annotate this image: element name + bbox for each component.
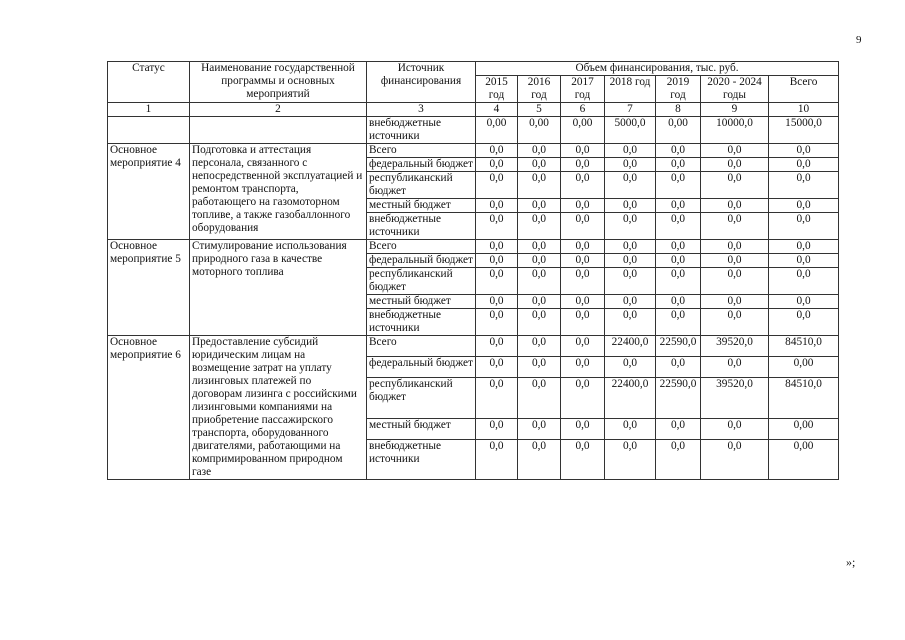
value-cell: 0,0 [476,309,518,336]
value-cell: 0,0 [476,418,518,439]
value-cell: 22590,0 [656,378,701,419]
status-cell: Основное мероприятие 6 [108,336,190,480]
value-cell: 0,0 [701,172,769,199]
col-number: 2 [190,103,367,117]
value-cell: 0,0 [769,199,839,213]
value-cell: 0,0 [518,144,561,158]
value-cell: 0,0 [656,439,701,480]
value-cell: 0,0 [701,295,769,309]
value-cell: 0,0 [561,213,605,240]
col-number: 9 [701,103,769,117]
value-cell: 0,0 [518,240,561,254]
value-cell: 0,0 [561,309,605,336]
closing-quote: »; [846,555,856,569]
value-cell: 0,0 [769,144,839,158]
value-cell: 0,0 [476,158,518,172]
value-cell: 22400,0 [605,336,656,357]
value-cell: 0,00 [656,117,701,144]
header-volume: Объем финансирования, тыс. руб. [476,62,839,76]
value-cell: 0,0 [605,199,656,213]
value-cell: 0,0 [605,144,656,158]
value-cell: 0,0 [561,378,605,419]
value-cell: 22590,0 [656,336,701,357]
value-cell: 0,00 [476,117,518,144]
source-cell: местный бюджет [367,199,476,213]
value-cell: 0,0 [476,378,518,419]
source-cell: федеральный бюджет [367,254,476,268]
value-cell: 0,0 [561,336,605,357]
name-cell [190,117,367,144]
value-cell: 84510,0 [769,336,839,357]
value-cell: 0,0 [769,172,839,199]
value-cell: 0,0 [476,336,518,357]
value-cell: 0,0 [656,199,701,213]
value-cell: 0,0 [476,172,518,199]
value-cell: 0,0 [605,268,656,295]
name-cell: Подготовка и аттестация персонала, связанного с непосредственной эксплуатацией и ремонтом транспорта, работающего на газомоторном топливе, а также газобаллонного оборудования [190,144,367,240]
value-cell: 22400,0 [605,378,656,419]
name-cell: Предоставление субсидий юридическим лицам на возмещение затрат на уплату лизинговых платежей по договорам лизинга с российскими лизинговыми компаниями на приобретение пассажирского транспорта, оборудованного двигателями, работающими на компримированном природном газе [190,336,367,480]
value-cell: 0,0 [518,213,561,240]
source-cell: местный бюджет [367,295,476,309]
value-cell: 0,0 [476,213,518,240]
status-cell: Основное мероприятие 4 [108,144,190,240]
value-cell: 0,0 [769,254,839,268]
value-cell: 39520,0 [701,378,769,419]
col-number: 6 [561,103,605,117]
table-row [108,144,839,158]
value-cell: 0,0 [476,144,518,158]
table-row [108,336,839,357]
value-cell: 0,0 [605,439,656,480]
value-cell: 0,0 [561,295,605,309]
value-cell: 0,0 [605,158,656,172]
value-cell: 0,0 [518,357,561,378]
value-cell: 0,0 [518,268,561,295]
table-body [108,117,839,480]
value-cell: 0,0 [476,254,518,268]
value-cell: 0,0 [518,378,561,419]
value-cell: 0,0 [656,295,701,309]
value-cell: 0,0 [518,336,561,357]
value-cell: 0,0 [656,254,701,268]
value-cell: 39520,0 [701,336,769,357]
value-cell: 0,0 [605,309,656,336]
value-cell: 0,0 [701,240,769,254]
value-cell: 0,0 [701,254,769,268]
value-cell: 0,0 [605,418,656,439]
header-source: Источник финансирования [367,62,476,103]
col-number: 5 [518,103,561,117]
value-cell: 0,0 [701,213,769,240]
col-number: 7 [605,103,656,117]
col-number: 8 [656,103,701,117]
source-cell: Всего [367,144,476,158]
value-cell: 0,0 [561,172,605,199]
financing-table [107,61,839,480]
header-name: Наименование государственной программы и основных мероприятий [190,62,367,103]
value-cell: 0,00 [769,439,839,480]
value-cell: 0,0 [476,240,518,254]
table-row [108,240,839,254]
value-cell: 0,0 [701,158,769,172]
value-cell: 0,0 [605,172,656,199]
value-cell: 0,0 [518,295,561,309]
value-cell: 0,0 [701,418,769,439]
value-cell: 0,0 [656,158,701,172]
value-cell: 0,0 [701,199,769,213]
value-cell: 0,0 [518,172,561,199]
value-cell: 0,0 [701,144,769,158]
source-cell: федеральный бюджет [367,158,476,172]
page-number: 9 [856,34,862,46]
source-cell: Всего [367,240,476,254]
source-cell: республиканский бюджет [367,268,476,295]
value-cell: 0,0 [769,295,839,309]
header-year-2020-2024: 2020 - 2024 годы [701,76,769,103]
name-cell: Стимулирование использования природного газа в качестве моторного топлива [190,240,367,336]
value-cell: 0,0 [561,240,605,254]
source-cell: внебюджетные источники [367,117,476,144]
value-cell: 0,0 [769,213,839,240]
col-number: 1 [108,103,190,117]
value-cell: 0,0 [656,268,701,295]
value-cell: 0,0 [518,199,561,213]
value-cell: 0,0 [605,357,656,378]
value-cell: 0,0 [561,418,605,439]
col-number: 10 [769,103,839,117]
value-cell: 0,0 [701,439,769,480]
value-cell: 0,0 [605,254,656,268]
value-cell: 0,00 [561,117,605,144]
value-cell: 0,0 [701,357,769,378]
value-cell: 0,0 [605,240,656,254]
source-cell: внебюджетные источники [367,213,476,240]
value-cell: 0,0 [518,418,561,439]
value-cell: 0,0 [476,295,518,309]
value-cell: 0,00 [769,357,839,378]
value-cell: 10000,0 [701,117,769,144]
source-cell: республиканский бюджет [367,378,476,419]
value-cell: 84510,0 [769,378,839,419]
header-year-2019: 2019 год [656,76,701,103]
value-cell: 0,0 [605,295,656,309]
value-cell: 0,0 [518,254,561,268]
value-cell: 0,0 [476,439,518,480]
column-number-row [108,103,839,117]
value-cell: 0,0 [769,309,839,336]
source-cell: федеральный бюджет [367,357,476,378]
status-cell: Основное мероприятие 5 [108,240,190,336]
source-cell: местный бюджет [367,418,476,439]
value-cell: 0,0 [656,309,701,336]
col-number: 4 [476,103,518,117]
value-cell: 0,0 [656,240,701,254]
header-year-2015: 2015 год [476,76,518,103]
value-cell: 0,0 [769,240,839,254]
value-cell: 0,0 [476,357,518,378]
header-year-2016: 2016 год [518,76,561,103]
value-cell: 0,0 [561,158,605,172]
value-cell: 0,0 [476,268,518,295]
source-cell: Всего [367,336,476,357]
table-row [108,117,839,144]
source-cell: внебюджетные источники [367,309,476,336]
value-cell: 0,0 [561,144,605,158]
value-cell: 0,0 [605,213,656,240]
header-status: Статус [108,62,190,103]
value-cell: 0,0 [769,268,839,295]
col-number: 3 [367,103,476,117]
value-cell: 0,0 [476,199,518,213]
status-cell [108,117,190,144]
value-cell: 0,0 [561,357,605,378]
value-cell: 0,0 [656,172,701,199]
header-year-2018: 2018 год [605,76,656,103]
value-cell: 0,0 [518,439,561,480]
value-cell: 0,0 [656,144,701,158]
value-cell: 0,0 [701,309,769,336]
value-cell: 0,0 [656,418,701,439]
value-cell: 0,0 [701,268,769,295]
header-total: Всего [769,76,839,103]
source-cell: республиканский бюджет [367,172,476,199]
value-cell: 0,0 [656,213,701,240]
value-cell: 5000,0 [605,117,656,144]
source-cell: внебюджетные источники [367,439,476,480]
value-cell: 15000,0 [769,117,839,144]
value-cell: 0,00 [769,418,839,439]
value-cell: 0,0 [561,199,605,213]
value-cell: 0,0 [561,268,605,295]
value-cell: 0,0 [769,158,839,172]
value-cell: 0,0 [561,439,605,480]
value-cell: 0,0 [561,254,605,268]
value-cell: 0,0 [656,357,701,378]
value-cell: 0,00 [518,117,561,144]
value-cell: 0,0 [518,158,561,172]
header-year-2017: 2017 год [561,76,605,103]
header-row-1 [108,62,839,76]
value-cell: 0,0 [518,309,561,336]
